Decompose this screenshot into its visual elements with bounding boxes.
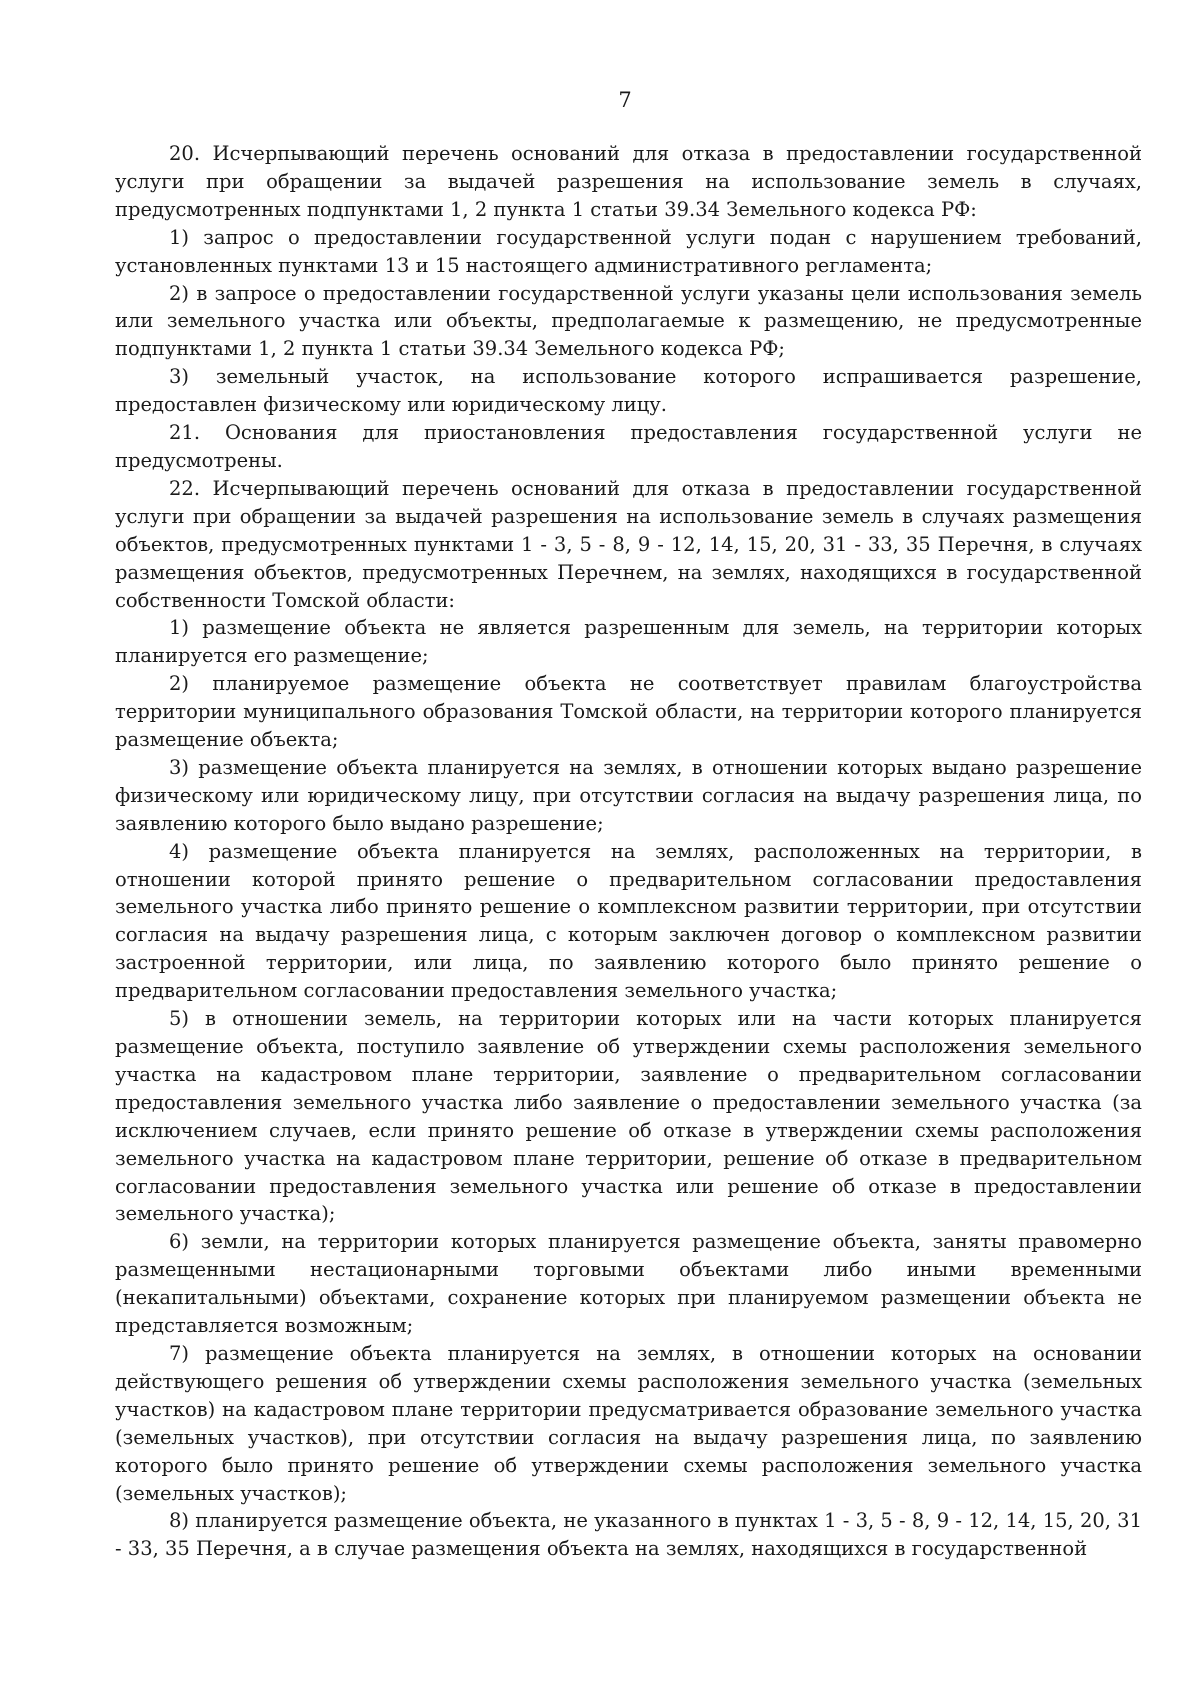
paragraph-20-item-1: 1) запрос о предоставлении государственной услуги подан с нарушением требований, установленных пунктами 13 и 15 настоящего административного регламента; bbox=[115, 225, 1142, 277]
paragraph-22-item-5: 5) в отношении земель, на территории которых или на части которых планируется размещение объекта, поступило заявление об утверждении схемы расположения земельного участка на кадастровом плане территории, заявление о предварительном согласовании предоставления земельного участка либо заявление о предоставлении земельного участка (за исключением случаев, если принято решение об отказе в утверждении схемы расположения земельного участка на кадастровом плане территории, решение об отказе в предварительном согласовании предоставления земельного участка или решение об отказе в предоставлении земельного участка); bbox=[115, 1007, 1142, 1226]
page-number: 7 bbox=[618, 88, 632, 112]
paragraph-22: 22. Исчерпывающий перечень оснований для отказа в предоставлении государственной услуги при обращении за выдачей разрешения на использование земель в случаях размещения объектов, предусмотренных пунктами 1 - 3, 5 - 8, 9 - 12, 14, 15, 20, 31 - 33, 35 Перечня, в случаях размещения объектов, предусмотренных Перечнем, на землях, находящихся в государственной собственности Томской области: bbox=[115, 476, 1142, 612]
paragraph-22-item-3: 3) размещение объекта планируется на землях, в отношении которых выдано разрешение физическому или юридическому лицу, при отсутствии согласия на выдачу разрешения лица, по заявлению которого было выдано разрешение; bbox=[115, 755, 1142, 835]
paragraph-20: 20. Исчерпывающий перечень оснований для отказа в предоставлении государственной услуги при обращении за выдачей разрешения на использование земель в случаях, предусмотренных подпунктами 1, 2 пункта 1 статьи 39.34 Земельного кодекса РФ: bbox=[115, 142, 1142, 221]
paragraph-20-item-3: 3) земельный участок, на использование которого испрашивается разрешение, предоставлен физическому или юридическому лицу. bbox=[115, 365, 1142, 417]
paragraph-22-item-6: 6) земли, на территории которых планируется размещение объекта, заняты правомерно размещенными нестационарными торговыми объектами либо иными временными (некапитальными) объектами, сохранение которых при планируемом размещении объекта не представляется возможным; bbox=[115, 1230, 1142, 1338]
paragraph-22-item-2: 2) планируемое размещение объекта не соответствует правилам благоустройства территории муниципального образования Томской области, на территории которого планируется размещение объекта; bbox=[115, 672, 1142, 752]
paragraph-22-item-1: 1) размещение объекта не является разрешенным для земель, на территории которых планируется его размещение; bbox=[115, 616, 1142, 668]
paragraph-22-item-7: 7) размещение объекта планируется на землях, в отношении которых на основании действующего решения об утверждении схемы расположения земельного участка (земельных участков) на кадастровом плане территории предусматривается образование земельного участка (земельных участков), при отсутствии согласия на выдачу разрешения лица, по заявлению которого было принято решение об утверждении схемы расположения земельного участка (земельных участков); bbox=[115, 1341, 1142, 1505]
paragraph-22-item-4: 4) размещение объекта планируется на землях, расположенных на территории, в отношении которой принято решение о предварительном согласовании предоставления земельного участка либо принято решение о комплексном развитии территории, при отсутствии согласия на выдачу разрешения лица, с которым заключен договор о комплексном развитии застроенной территории, или лица, по заявлению которого было принято решение о предварительном согласовании предоставления земельного участка; bbox=[115, 839, 1142, 1003]
paragraph-20-item-2: 2) в запросе о предоставлении государственной услуги указаны цели использования земель или земельного участка или объекты, предполагаемые к размещению, не предусмотренные подпунктами 1, 2 пункта 1 статьи 39.34 Земельного кодекса РФ; bbox=[115, 281, 1142, 361]
paragraph-21: 21. Основания для приостановления предоставления государственной услуги не предусмотрены. bbox=[115, 421, 1142, 472]
paragraph-22-item-8: 8) планируется размещение объекта, не указанного в пунктах 1 - 3, 5 - 8, 9 - 12, 14, 15, 20, 31 - 33, 35 Перечня, а в случае размещения объекта на землях, находящихся в государственной bbox=[115, 1509, 1142, 1561]
document-body bbox=[115, 140, 1142, 1563]
